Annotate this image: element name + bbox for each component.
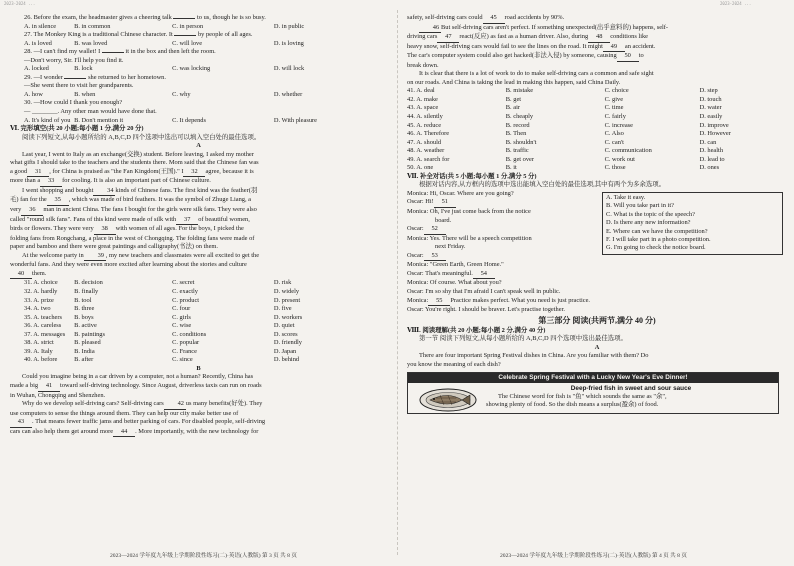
text-line: [10, 168, 387, 178]
option-item: B. pleased: [74, 339, 101, 347]
option-item: D. health: [699, 147, 724, 155]
text-run: Oscar:: [407, 225, 424, 233]
reading-a: [407, 352, 787, 369]
text-line: [407, 198, 602, 208]
option-item: B. mistake: [505, 87, 534, 95]
option-item: 33. A. prize: [24, 296, 54, 304]
text-line: [407, 279, 602, 288]
option-item: 37. A. messages: [24, 330, 66, 338]
option-item: 40. A. before: [24, 356, 58, 364]
text-run: for cooling. It is also an important part of Chinese culture.: [62, 177, 211, 185]
choice-item: E. Where can we have the competition?: [606, 227, 708, 235]
option-item: D. friendly: [273, 339, 302, 347]
text-line: [10, 177, 387, 187]
passage-b-label: B: [196, 364, 201, 372]
text-run: agree, because it is: [205, 167, 254, 175]
options-28: A. locked B. lock C. was locking D. will lock: [24, 65, 305, 73]
text-run: man in ancient China. The fans I bought for the girls were silk fans. They were also: [43, 206, 257, 214]
answer-blank: 42: [164, 400, 186, 410]
option-item: C. choice: [604, 87, 629, 95]
option-item: C. Also: [604, 130, 624, 138]
text-run: . That means fewer traffic jams and better parking of cars. For disabled people, self-driving: [32, 418, 266, 426]
text-run: what gifts I should take to the teachers and the students there. Mom said that the Chinese fan was: [10, 159, 259, 167]
text-run: Monica: "Green Earth, Green Home.": [407, 261, 504, 269]
text-run: you know the meaning of each dish?: [407, 360, 501, 368]
text-line: [10, 392, 387, 401]
text-run: paper and bamboo and there were great paintings and calligraphy(书法) on them.: [10, 243, 218, 251]
text-run: heavy snow, self-driving cars would fail to see the lines on the road. It might: [407, 42, 603, 50]
text-run: very: [10, 206, 22, 214]
text-run: Monica: Hi, Oscar. Where are you going?: [407, 189, 514, 197]
section-6-instructions: 阅读下列短文,从每小题所给的 A,B,C,D 四个选项中选出可以填入空白处的最佳选项。: [22, 133, 261, 141]
option-item: D. risk: [273, 279, 292, 287]
text-run: conditions like: [610, 33, 649, 41]
text-line: [10, 196, 387, 206]
answer-blank: 43: [10, 418, 32, 428]
passage-b: [10, 373, 387, 437]
option-row: [407, 104, 787, 113]
option-item: 32. A. hardly: [24, 287, 58, 295]
option-item: 41. A. deal: [407, 87, 435, 95]
text-line: [407, 70, 787, 79]
choice-item: B. Will you take part in it?: [606, 202, 674, 210]
dialogue: [407, 190, 602, 315]
text-line: [407, 306, 602, 315]
text-line: [407, 270, 602, 280]
option-item: 34. A. two: [24, 305, 51, 313]
text-line: [407, 79, 787, 88]
option-row: [10, 331, 387, 340]
answer-blank: 48: [588, 33, 610, 43]
passage-b-options: [407, 87, 787, 172]
text-line: [407, 24, 787, 34]
answer-blank: 50: [617, 52, 639, 62]
festival-card-heading: Celebrate Spring Festival with a Lucky New Year's Eve Dinner!: [408, 373, 778, 383]
option-item: 44. A. silently: [407, 113, 443, 121]
option-item: 45. A. reduce: [407, 121, 442, 129]
answer-blank: 41: [38, 382, 60, 392]
text-line: [407, 352, 787, 361]
text-run: Could you imagine being in a car driven by a computer, not a human? Recently, China has: [22, 373, 254, 381]
option-item: B. Then: [505, 130, 527, 138]
option-item: 47. A. should: [407, 138, 442, 146]
option-item: D. can: [699, 138, 717, 146]
option-item: D. five: [273, 305, 292, 313]
text-run: on our roads. And China is taking the lead in making this happen, said China Daily.: [407, 78, 621, 86]
answer-blank: 33: [40, 177, 62, 187]
option-item: 50. A. one: [407, 164, 434, 172]
text-line: [407, 43, 787, 53]
text-run: Monica: Oh, I've just come back from the notice: [407, 208, 531, 216]
text-run: them.: [32, 269, 47, 277]
option-item: 42. A. make: [407, 95, 438, 103]
page-divider: [397, 10, 398, 555]
text-line: [407, 208, 602, 217]
text-line: [10, 216, 387, 226]
text-run: , for China is praised as "the Fan Kingdom(王国)." I: [49, 167, 184, 175]
choice-item: C. What is the topic of the speech?: [606, 210, 695, 218]
text-run: us many benefits(好处). They: [185, 400, 263, 408]
option-row: [407, 122, 787, 131]
option-item: 43. A. space: [407, 104, 439, 112]
option-item: D. improve: [699, 121, 729, 129]
question-30: 30. —How could I thank you enough?: [24, 99, 123, 107]
option-item: C. wise: [172, 322, 192, 330]
answer-blank: 35: [47, 196, 69, 206]
text-line: [10, 270, 387, 280]
text-run: to: [638, 52, 644, 60]
option-item: B. air: [505, 104, 520, 112]
choice-item: F. I will take part in a photo competition.: [606, 235, 711, 243]
section-8-instructions: 第一节 阅读下列短文,从每小题所给的 A,B,C,D 四个选项中选出最佳选项。: [419, 335, 627, 343]
option-item: C. four: [172, 305, 191, 313]
text-run: Practice makes perfect. What you need is just practice.: [450, 296, 591, 304]
text-run: Why do we develop self-driving cars? Self-driving cars: [22, 400, 164, 408]
option-item: B. cheaply: [505, 113, 534, 121]
option-item: D. water: [699, 104, 722, 112]
choice-box: [602, 192, 783, 255]
section-8-title: Ⅷ. 阅读理解(共 20 小题;每小题 2 分,满分 40 分): [407, 326, 546, 334]
text-line: [10, 418, 387, 428]
text-run: cars can also help them get around more: [10, 427, 114, 435]
option-item: C. can't: [604, 138, 624, 146]
answer-blank: 51: [434, 198, 456, 208]
text-run: At the welcome party in: [22, 251, 84, 259]
section-7-title: Ⅶ. 补全对话(共 5 小题;每小题 1 分,满分 5 分): [407, 172, 537, 180]
page-4: [407, 14, 787, 549]
option-item: C. increase: [604, 121, 633, 129]
option-item: B. boys: [74, 313, 94, 321]
option-item: D. touch: [699, 95, 722, 103]
option-item: 35. A. teachers: [24, 313, 62, 321]
text-line: [10, 225, 387, 235]
text-line: [407, 235, 602, 244]
answer-blank: 39: [84, 252, 106, 262]
text-run: Oscar: That's meaningful.: [407, 269, 473, 277]
passage-a-label: A: [196, 142, 201, 150]
text-run: Oscar: You're right. I should be braver. Let's practise together.: [407, 306, 565, 314]
question-28-line2: —Don't worry, Sir. I'll help you find it.: [24, 56, 124, 64]
fish-dish-icon: [418, 386, 478, 412]
passage-a-options: [10, 279, 387, 364]
choice-item: A. Take it easy.: [606, 193, 646, 201]
option-item: B. get: [505, 95, 522, 103]
text-line: [407, 261, 602, 270]
option-row: [407, 130, 787, 139]
text-line: [10, 261, 387, 270]
option-row: [10, 339, 387, 348]
answer-blank: 36: [21, 206, 43, 216]
answer-blank: 52: [424, 225, 446, 235]
top-strip: [0, 0, 794, 8]
options-30: A. It's kind of you B. Don't mention it C. It depends D. With pleasure: [24, 116, 317, 124]
option-item: D. Japan: [273, 347, 297, 355]
option-item: 39. A. Italy: [24, 347, 53, 355]
option-item: C. popular: [172, 339, 200, 347]
option-row: [10, 314, 387, 323]
option-item: D. However: [699, 130, 731, 138]
text-run: break down.: [407, 61, 439, 69]
option-row: [10, 297, 387, 306]
text-run: , my new teachers and classmates were all excited to get the: [105, 251, 260, 259]
options-29: A. how B. when C. why D. whether: [24, 90, 303, 98]
option-item: 49. A. search for: [407, 155, 450, 163]
option-row: [10, 356, 387, 365]
option-item: B. after: [74, 356, 94, 364]
question-29-line2: —She went there to visit her grandparents.: [24, 82, 134, 90]
option-item: C. girls: [172, 313, 191, 321]
section-6-title: Ⅵ. 完形填空(共 20 小题;每小题 1 分,满分 20 分): [10, 125, 144, 133]
question-27: 27. The Monkey King is a traditional Chinese character. It by people of all ages.: [24, 31, 253, 39]
festival-card-body-1: The Chinese word for fish is "鱼" which sounds the same as "余",: [498, 393, 667, 401]
text-line: [407, 361, 787, 370]
text-run: react(反应) as fast as a human driver. Also, during: [459, 33, 589, 41]
text-run: Oscar:: [407, 251, 424, 259]
option-item: B. it: [505, 164, 517, 172]
option-item: B. traffic: [505, 147, 529, 155]
text-run: next Friday.: [435, 243, 466, 251]
reading-a-label: A: [594, 343, 600, 351]
option-row: [407, 164, 787, 173]
option-item: C. conditions: [172, 330, 207, 338]
festival-card-subtitle: Deep-fried fish in sweet and sour sauce: [570, 385, 692, 393]
part-3-title: 第三部分 阅读(共两节,满分 40 分): [538, 315, 656, 325]
passage-b-continued: [407, 14, 787, 87]
option-row: [10, 288, 387, 297]
text-line: [407, 33, 787, 43]
text-line: [10, 206, 387, 216]
answer-blank: 49: [603, 43, 625, 53]
option-item: C. product: [172, 296, 200, 304]
text-line: [407, 243, 602, 252]
text-line: [10, 400, 387, 410]
answer-blank: 47: [437, 33, 459, 43]
festival-card: [407, 372, 779, 414]
text-run: toward self-driving technology. Since August, driverless taxis can run on roads: [60, 381, 262, 389]
option-item: 48. A. weather: [407, 147, 445, 155]
passage-a: [10, 151, 387, 280]
option-item: C. give: [604, 95, 624, 103]
text-line: [10, 243, 387, 252]
text-run: kinds of Chinese fans. The first kind was the feather(羽: [115, 186, 258, 194]
options-26: A. in silence B. in common C. in person D. in public: [24, 22, 305, 30]
option-item: B. paintings: [74, 330, 105, 338]
text-run: Oscar: I'm so shy that I'm afraid I can't speak well in public.: [407, 287, 561, 295]
option-item: B. get over: [505, 155, 535, 163]
answer-blank: 53: [424, 252, 446, 262]
option-item: C. time: [604, 104, 624, 112]
text-run: with women of all ages. For the boys, I picked the: [115, 225, 244, 233]
text-run: Monica: Yes. There will be a speech competition: [407, 234, 532, 242]
option-row: [407, 147, 787, 156]
option-row: [10, 305, 387, 314]
text-line: [407, 217, 602, 226]
option-item: D. step: [699, 87, 718, 95]
option-item: 46. A. Therefore: [407, 130, 450, 138]
text-line: [10, 159, 387, 168]
text-run: birds or flowers. They were very: [10, 225, 94, 233]
text-run: use computers to sense the things around them. They can help our city make better use of: [10, 409, 239, 417]
text-run: called "round silk fans". Fans of this kind were made of silk with: [10, 215, 177, 223]
option-item: D. quiet: [273, 322, 295, 330]
option-row: [407, 139, 787, 148]
options-27: A. is loved B. was loved C. will love D. is loving: [24, 39, 304, 47]
text-run: safety, self-driving cars could: [407, 14, 483, 21]
answer-blank: 37: [176, 216, 198, 226]
text-run: Monica:: [407, 296, 429, 304]
text-line: [407, 288, 602, 297]
text-run: There are four important Spring Festival dishes in China. Are you familiar with them? Do: [419, 352, 649, 360]
text-run: wonderful fans. And they were even more excited after learning about the stories and culture: [10, 261, 247, 269]
section-7-instructions: 根据对话内容,从方框内的选项中选出能填入空白处的最佳选项,其中有两个为多余选项。: [419, 181, 666, 189]
text-run: , which was made of bird feathers. It was the symbol of Zhuge Liang, a: [68, 196, 251, 204]
page-3: [10, 14, 387, 549]
text-run: of beautiful women,: [198, 215, 250, 223]
option-item: B. shouldn't: [505, 138, 537, 146]
answer-blank: 38: [94, 225, 116, 235]
option-item: D. widely: [273, 287, 300, 295]
text-run: a good: [10, 167, 28, 175]
text-run: 毛) fan for the: [10, 196, 47, 204]
answer-blank: 54: [473, 270, 495, 280]
text-run: The car's computer system could also get hacked(非法入侵) by someone, causing: [407, 52, 617, 60]
text-run: an accident.: [624, 42, 656, 50]
option-item: B. record: [505, 121, 530, 129]
text-run: It is clear that there is a lot of work to do to make self-driving cars a common and safe sight: [419, 70, 654, 78]
option-row: [407, 156, 787, 165]
question-26: 26. Before the exam, the headmaster gives a cheering talk to us, though he is so busy.: [24, 14, 266, 21]
option-item: C. since: [172, 356, 193, 364]
top-strip-right: 2023-2024 ...: [720, 1, 752, 6]
text-line: [10, 373, 387, 382]
answer-blank: 40: [10, 270, 32, 280]
answer-blank: 34: [93, 187, 115, 197]
option-item: C. fairly: [604, 113, 626, 121]
text-line: [407, 14, 787, 24]
option-item: C. work out: [604, 155, 635, 163]
text-run: . More importantly, with the new technology for: [135, 427, 259, 435]
option-row: [407, 113, 787, 122]
text-line: [10, 410, 387, 419]
text-line: [407, 297, 602, 307]
footer-page-4: 2023—2024 学年度九年级上学期阶段性练习(二)·英语(人教版) 第 4 页 共 8 页: [500, 553, 687, 559]
text-run: made a big: [10, 381, 39, 389]
option-row: [407, 87, 787, 96]
answer-blank: 45: [483, 14, 505, 24]
choice-item: D. Is there any new information?: [606, 219, 691, 227]
option-item: B. three: [74, 305, 95, 313]
option-item: C. France: [172, 347, 197, 355]
text-line: [407, 62, 787, 71]
option-item: D. behind: [273, 356, 300, 364]
option-item: D. scores: [273, 330, 298, 338]
answer-blank: 32: [183, 168, 205, 178]
answer-blank: 31: [27, 168, 49, 178]
option-item: B. tool: [74, 296, 92, 304]
text-line: [407, 52, 787, 62]
option-item: D. present: [273, 296, 301, 304]
option-item: C. secret: [172, 279, 195, 287]
answer-blank: 44: [113, 428, 135, 438]
text-run: Last year, I went to Italy as an exchange(交换) student. Before leaving, I asked my mother: [22, 150, 254, 158]
text-run: But self-driving cars aren't perfect. If something unexpected(出乎意料的) happens, self-: [441, 23, 669, 31]
option-row: [10, 348, 387, 357]
option-item: 36. A. careless: [24, 322, 62, 330]
option-item: C. exactly: [172, 287, 199, 295]
option-item: C. those: [604, 164, 626, 172]
option-item: B. decision: [74, 279, 103, 287]
option-item: D. lead to: [699, 155, 725, 163]
choice-item: G. I'm going to check the notice board.: [606, 244, 706, 252]
question-29: 29. —I wonder she returned to her hometown.: [24, 73, 166, 81]
option-item: C. communication: [604, 147, 652, 155]
answer-blank: 55: [428, 297, 450, 307]
text-line: [407, 252, 602, 262]
text-run: driving cars: [407, 33, 438, 41]
option-row: [407, 96, 787, 105]
text-line: [10, 235, 387, 244]
option-item: D. ones: [699, 164, 720, 172]
text-run: folding fans from Rongchang, a place in the west of Chongqing. The folding fans were made of: [10, 234, 255, 242]
text-line: [10, 151, 387, 160]
festival-card-body-2: showing plenty of food. So the dish means a surplus(盈余) of food.: [486, 401, 659, 409]
text-run: more than a: [10, 177, 41, 185]
text-run: in Wuhan, Chongqing and Shenzhen.: [10, 391, 106, 399]
answer-blank: 46: [419, 24, 441, 34]
option-item: D. easily: [699, 113, 723, 121]
option-item: 31. A. choice: [24, 279, 58, 287]
option-item: D. workers: [273, 313, 303, 321]
text-line: [10, 382, 387, 392]
question-28: 28. —I can't find my wallet! I it in the box and then left the room.: [24, 48, 216, 56]
text-line: [407, 225, 602, 235]
text-run: Monica: Of course. What about you?: [407, 279, 502, 287]
text-run: I went shopping and bought: [22, 186, 94, 194]
option-item: B. finally: [74, 287, 99, 295]
footer-page-3: 2023—2024 学年度九年级上学期阶段性练习(二)·英语(人教版) 第 3 页 共 8 页: [110, 553, 297, 559]
option-item: B. India: [74, 347, 95, 355]
option-item: 38. A. strict: [24, 339, 54, 347]
option-item: B. active: [74, 322, 97, 330]
option-row: [10, 322, 387, 331]
text-run: road accidents by 90%.: [504, 14, 565, 21]
question-30-line2: — ________. Any other man would have done that.: [24, 108, 157, 116]
text-run: board.: [435, 216, 452, 224]
text-line: [10, 428, 387, 438]
top-strip-left: 2023-2024 ...: [4, 1, 36, 6]
text-run: Oscar: Hi!: [407, 198, 434, 206]
option-row: [10, 279, 387, 288]
text-line: [10, 252, 387, 262]
text-line: [407, 190, 602, 199]
